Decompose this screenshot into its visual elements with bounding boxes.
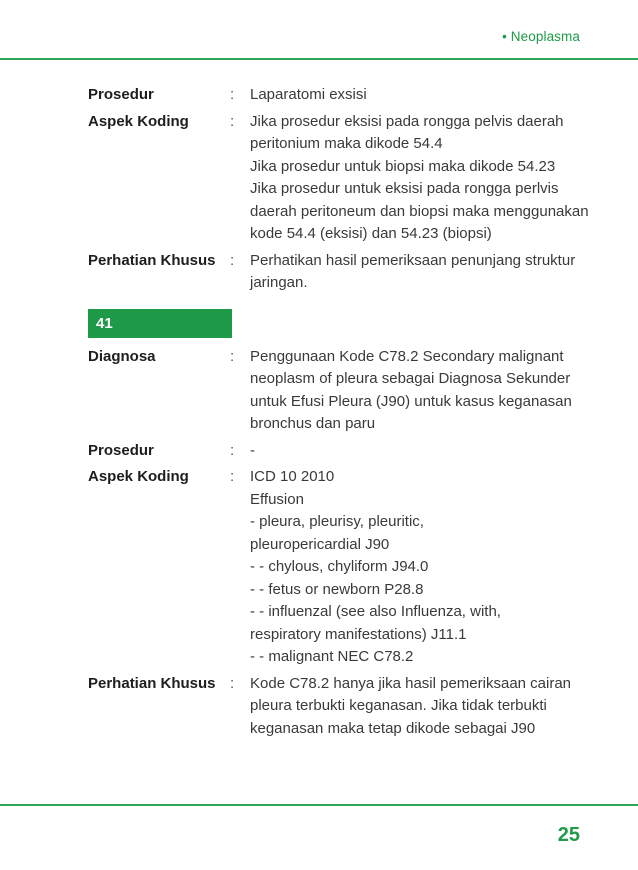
entry-colon: :	[230, 674, 235, 692]
entries-top	[88, 84, 588, 295]
entry-value-line: Jika prosedur eksisi pada rongga pelvis daerah	[250, 112, 564, 130]
entry-colon: :	[230, 441, 235, 459]
entry-colon: :	[230, 347, 235, 365]
page-number: 25	[557, 824, 580, 846]
entry-label: Perhatian Khusus	[88, 251, 216, 269]
entry-value-line: - pleura, pleurisy, pleuritic,	[250, 513, 424, 530]
entry-value-line: keganasan maka tetap dikode sebagai J90	[250, 719, 536, 737]
entry-value	[250, 346, 588, 436]
entry-value-line: Laparatomi exsisi	[250, 86, 367, 103]
entry-value-line: - - influenzal (see also Influenza, with,	[250, 603, 501, 620]
entry-label: Aspek Koding	[88, 468, 189, 485]
entry-value-line: untuk Efusi Pleura (J90) untuk kasus keganasan	[250, 392, 572, 410]
entry-value	[250, 111, 589, 246]
section-number-badge: 41	[88, 309, 232, 338]
entry-row-prosedur	[88, 84, 588, 107]
entry-row-perhatian-khusus	[88, 673, 588, 741]
entry-value-line: Perhatikan hasil pemeriksaan penunjang struktur	[250, 251, 576, 269]
entry-value-line: kode 54.4 (eksisi) dan 54.23 (biopsi)	[250, 225, 492, 242]
entry-label: Aspek Koding	[88, 112, 189, 130]
entry-value-line: neoplasm of pleura sebagai Diagnosa Sekunder	[250, 370, 571, 387]
entry-label: Perhatian Khusus	[88, 674, 216, 692]
entry-row-diagnosa	[88, 346, 588, 436]
entry-value-line: jaringan.	[250, 274, 308, 291]
entry-label: Diagnosa	[88, 347, 156, 365]
entry-row-aspek-koding	[88, 466, 588, 669]
entry-value	[250, 440, 588, 463]
entry-label: Prosedur	[88, 86, 154, 103]
entry-value-line: - - fetus or newborn P28.8	[250, 580, 424, 598]
entry-value-line: ICD 10 2010	[250, 468, 335, 485]
entry-value-line: respiratory manifestations) J11.1	[250, 625, 467, 643]
entry-row-prosedur	[88, 440, 588, 463]
chapter-tag: • Neoplasma	[502, 29, 580, 44]
page-content	[88, 84, 588, 744]
entry-value-line: daerah peritoneum dan biopsi maka menggunakan	[250, 202, 589, 220]
entry-label: Prosedur	[88, 441, 154, 459]
entry-value-line: pleuropericardial J90	[250, 535, 390, 553]
entry-colon: :	[230, 112, 235, 130]
entry-row-aspek-koding	[88, 111, 588, 246]
entry-value-line: Effusion	[250, 490, 304, 508]
entry-value-line: peritonium maka dikode 54.4	[250, 135, 443, 152]
entry-value	[250, 466, 588, 669]
entry-value-line: bronchus dan paru	[250, 415, 376, 432]
footer-rule	[0, 804, 638, 806]
entry-colon: :	[230, 86, 235, 103]
entry-row-perhatian-khusus	[88, 250, 588, 295]
entry-value-line: Penggunaan Kode C78.2 Secondary malignant	[250, 347, 564, 365]
header-rule	[0, 58, 638, 60]
entry-value-line: - - malignant NEC C78.2	[250, 648, 414, 665]
entry-value	[250, 250, 588, 295]
entry-colon: :	[230, 251, 235, 269]
entry-value-line: -	[250, 441, 255, 459]
entry-value-line: - - chylous, chyliform J94.0	[250, 558, 429, 575]
entry-value-line: pleura terbukti keganasan. Jika tidak terbukti	[250, 697, 547, 714]
entry-colon: :	[230, 468, 235, 485]
entries-bottom	[88, 346, 588, 741]
entry-value-line: Jika prosedur untuk eksisi pada rongga perlvis	[250, 180, 559, 197]
entry-value-line: Kode C78.2 hanya jika hasil pemeriksaan cairan	[250, 674, 572, 692]
entry-value-line: Jika prosedur untuk biopsi maka dikode 54.23	[250, 157, 556, 175]
entry-value	[250, 84, 588, 107]
entry-value	[250, 673, 588, 741]
